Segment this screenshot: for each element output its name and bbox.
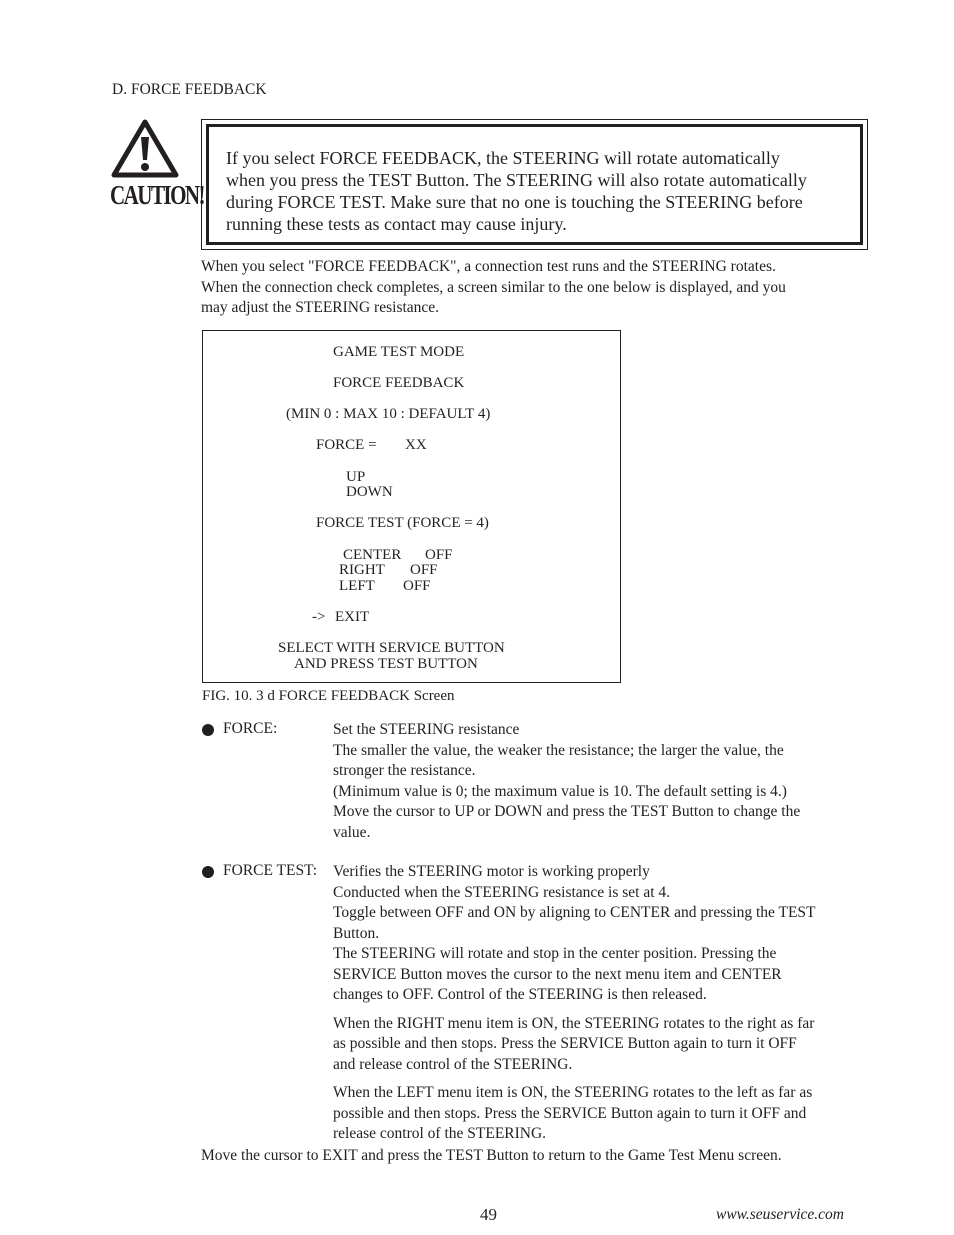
screen-up: UP xyxy=(346,469,366,485)
desc-line: stronger the resistance. xyxy=(333,762,476,779)
caution-block xyxy=(110,118,205,218)
desc-line: changes to OFF. Control of the STEERING is then released. xyxy=(333,986,707,1003)
screen-right-value: OFF xyxy=(410,562,438,578)
desc-line: Verifies the STEERING motor is working properly xyxy=(333,863,650,880)
warning-triangle-icon xyxy=(110,118,182,180)
screen-force-test: FORCE TEST (FORCE = 4) xyxy=(316,515,489,531)
screen-range: (MIN 0 : MAX 10 : DEFAULT 4) xyxy=(286,406,491,422)
desc-line: The smaller the value, the weaker the resistance; the larger the value, the xyxy=(333,741,784,759)
figure-caption: FIG. 10. 3 d FORCE FEEDBACK Screen xyxy=(202,688,455,704)
force-description xyxy=(333,720,873,843)
caution-line: when you press the TEST Button. The STEERING will also rotate automatically xyxy=(226,170,807,190)
force-term: FORCE: xyxy=(223,720,278,737)
caution-line: during FORCE TEST. Make sure that no one is touching the STEERING before xyxy=(226,192,803,212)
final-instruction: Move the cursor to EXIT and press the TEST Button to return to the Game Test Menu screen. xyxy=(201,1147,782,1164)
desc-line: When the RIGHT menu item is ON, the STEERING rotates to the right as far xyxy=(333,1014,815,1032)
intro-line: When the connection check completes, a screen similar to the one below is displayed, and you xyxy=(201,278,786,296)
section-title: D. FORCE FEEDBACK xyxy=(112,81,267,98)
test-mode-screen xyxy=(202,330,621,683)
desc-line: Move the cursor to UP or DOWN and press the TEST Button to change the xyxy=(333,803,801,820)
intro-line: may adjust the STEERING resistance. xyxy=(201,299,440,316)
desc-line: The STEERING will rotate and stop in the center position. Pressing the xyxy=(333,945,777,962)
desc-line: Conducted when the STEERING resistance is set at 4. xyxy=(333,883,671,901)
screen-left-value: OFF xyxy=(403,578,431,594)
screen-subtitle: FORCE FEEDBACK xyxy=(333,375,465,391)
screen-center-label: CENTER xyxy=(343,547,402,563)
caution-box xyxy=(201,119,868,250)
screen-down: DOWN xyxy=(346,484,393,500)
desc-line: value. xyxy=(333,823,371,841)
desc-line: SERVICE Button moves the cursor to the next menu item and CENTER xyxy=(333,965,782,983)
desc-line: possible and then stops. Press the SERVICE Button again to turn it OFF and xyxy=(333,1104,807,1122)
force-test-description xyxy=(333,862,873,1145)
screen-right-label: RIGHT xyxy=(339,562,385,578)
desc-line: Set the STEERING resistance xyxy=(333,721,520,738)
screen-cursor: -> xyxy=(312,609,326,625)
desc-line: and release control of the STEERING. xyxy=(333,1055,573,1073)
screen-select-line: SELECT WITH SERVICE BUTTON xyxy=(278,640,505,656)
caution-text xyxy=(226,147,846,235)
intro-line: When you select "FORCE FEEDBACK", a connection test runs and the STEERING rotates. xyxy=(201,258,776,275)
desc-line: When the LEFT menu item is ON, the STEERING rotates to the left as far as xyxy=(333,1084,813,1101)
screen-select-line: AND PRESS TEST BUTTON xyxy=(294,656,478,672)
intro-paragraph xyxy=(201,257,871,319)
screen-center-value: OFF xyxy=(425,547,453,563)
screen-force-label: FORCE = xyxy=(316,437,377,453)
caution-line: If you select FORCE FEEDBACK, the STEERING will rotate automatically xyxy=(226,148,780,168)
caution-line: running these tests as contact may cause injury. xyxy=(226,214,567,234)
bullet-icon xyxy=(202,724,214,736)
page-number: 49 xyxy=(480,1205,497,1224)
desc-line: (Minimum value is 0; the maximum value is 10. The default setting is 4.) xyxy=(333,782,787,800)
caution-label: CAUTION! xyxy=(110,180,205,210)
desc-line: as possible and then stops. Press the SERVICE Button again to turn it OFF xyxy=(333,1035,797,1052)
desc-line: Toggle between OFF and ON by aligning to CENTER and pressing the TEST xyxy=(333,904,816,921)
bullet-icon xyxy=(202,866,214,878)
screen-exit: EXIT xyxy=(335,609,370,625)
desc-line: release control of the STEERING. xyxy=(333,1125,547,1142)
force-test-term: FORCE TEST: xyxy=(223,862,318,879)
screen-force-value: XX xyxy=(405,437,427,453)
website-link[interactable]: www.seuservice.com xyxy=(716,1206,844,1223)
screen-left-label: LEFT xyxy=(339,578,375,594)
desc-line: Button. xyxy=(333,924,380,942)
screen-title: GAME TEST MODE xyxy=(333,344,465,360)
